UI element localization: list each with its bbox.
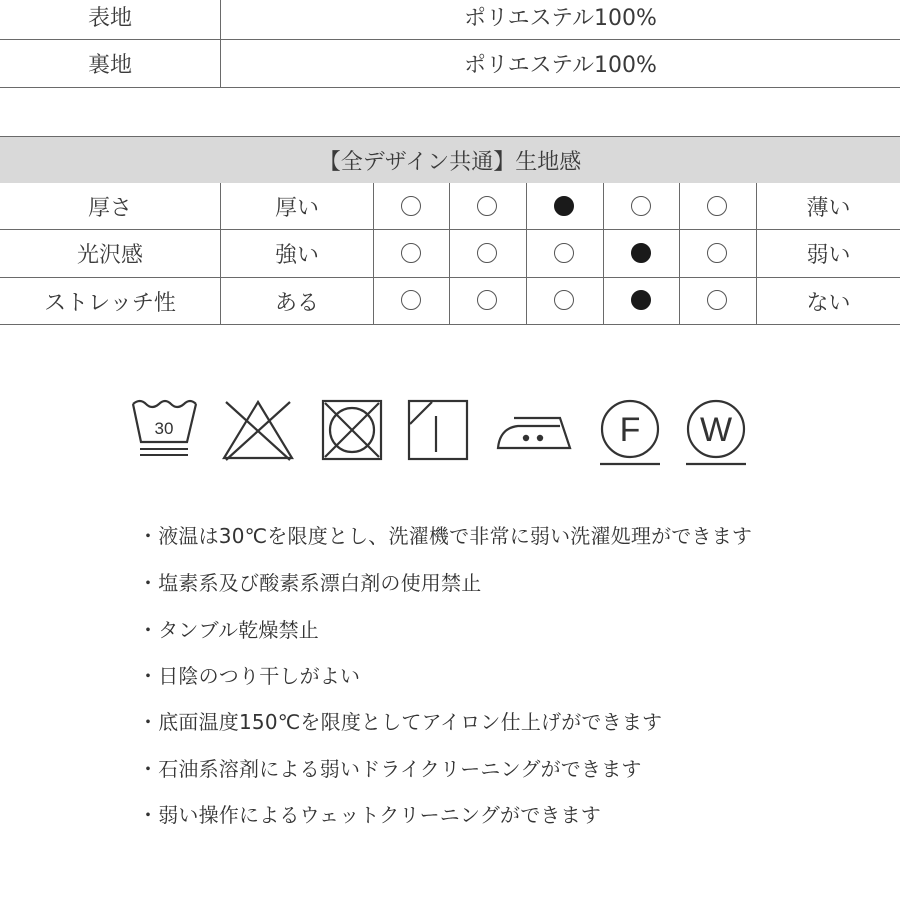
care-note: ・塩素系及び酸素系漂白剤の使用禁止 — [138, 571, 482, 595]
care-note: ・日陰のつり干しがよい — [138, 664, 361, 688]
scale-dot — [707, 290, 727, 310]
wet-clean-letter: W — [699, 411, 733, 449]
feel-low-label: 強い — [274, 243, 319, 268]
material-label: 裏地 — [87, 53, 132, 78]
scale-dot — [554, 290, 574, 310]
scale-dot — [707, 243, 727, 263]
feel-col-divider — [603, 183, 604, 324]
feel-col-divider — [373, 183, 374, 324]
feel-row-label: 光沢感 — [76, 243, 143, 268]
feel-bottom-border — [0, 324, 900, 325]
scale-dot — [554, 243, 574, 263]
feel-col-divider — [526, 183, 527, 324]
material-value: ポリエステル100% — [464, 53, 657, 78]
material-label: 表地 — [87, 5, 132, 31]
feel-low-label: ある — [274, 290, 319, 316]
feel-high-label: 弱い — [806, 243, 851, 268]
scale-dot — [401, 196, 421, 216]
feel-high-label: 薄い — [806, 195, 851, 221]
iron-medium-icon — [494, 398, 576, 462]
dry-clean-f-icon — [597, 398, 663, 468]
scale-dot — [707, 196, 727, 216]
scale-dot-selected — [631, 290, 651, 310]
scale-dot — [401, 290, 421, 310]
feel-row-label: ストレッチ性 — [44, 290, 176, 316]
wet-clean-w-icon — [683, 398, 749, 468]
line-dry-shade-icon — [406, 398, 470, 462]
feel-col-divider — [449, 183, 450, 324]
care-note: ・石油系溶剤による弱いドライクリーニングができます — [138, 757, 642, 781]
scale-dot-selected — [631, 243, 651, 263]
care-note: ・弱い操作によるウェットクリーニングができます — [138, 803, 601, 827]
material-value: ポリエステル100% — [464, 5, 657, 31]
no-bleach-icon — [220, 398, 296, 462]
scale-dot — [477, 290, 497, 310]
care-note: ・液温は30℃を限度とし、洗濯機で非常に弱い洗濯処理ができます — [138, 524, 753, 548]
scale-dot — [401, 243, 421, 263]
scale-dot — [477, 196, 497, 216]
care-note: ・底面温度150℃を限度としてアイロン仕上げができます — [138, 710, 663, 734]
dry-clean-letter: F — [619, 411, 641, 449]
scale-dot — [477, 243, 497, 263]
material-bottom-border — [0, 87, 900, 88]
scale-dot-selected — [554, 196, 574, 216]
feel-row-label: 厚さ — [87, 195, 132, 221]
feel-col-divider — [679, 183, 680, 324]
wash-tub-30-gentle-icon — [130, 398, 198, 460]
fabric-feel-title: 【全デザイン共通】生地感 — [0, 136, 900, 183]
care-note: ・タンブル乾燥禁止 — [138, 618, 319, 642]
no-tumble-dry-icon — [320, 398, 384, 462]
feel-low-label: 厚い — [274, 195, 319, 221]
scale-dot — [631, 196, 651, 216]
feel-high-label: ない — [806, 290, 851, 316]
wash-temperature: 30 — [154, 419, 174, 438]
